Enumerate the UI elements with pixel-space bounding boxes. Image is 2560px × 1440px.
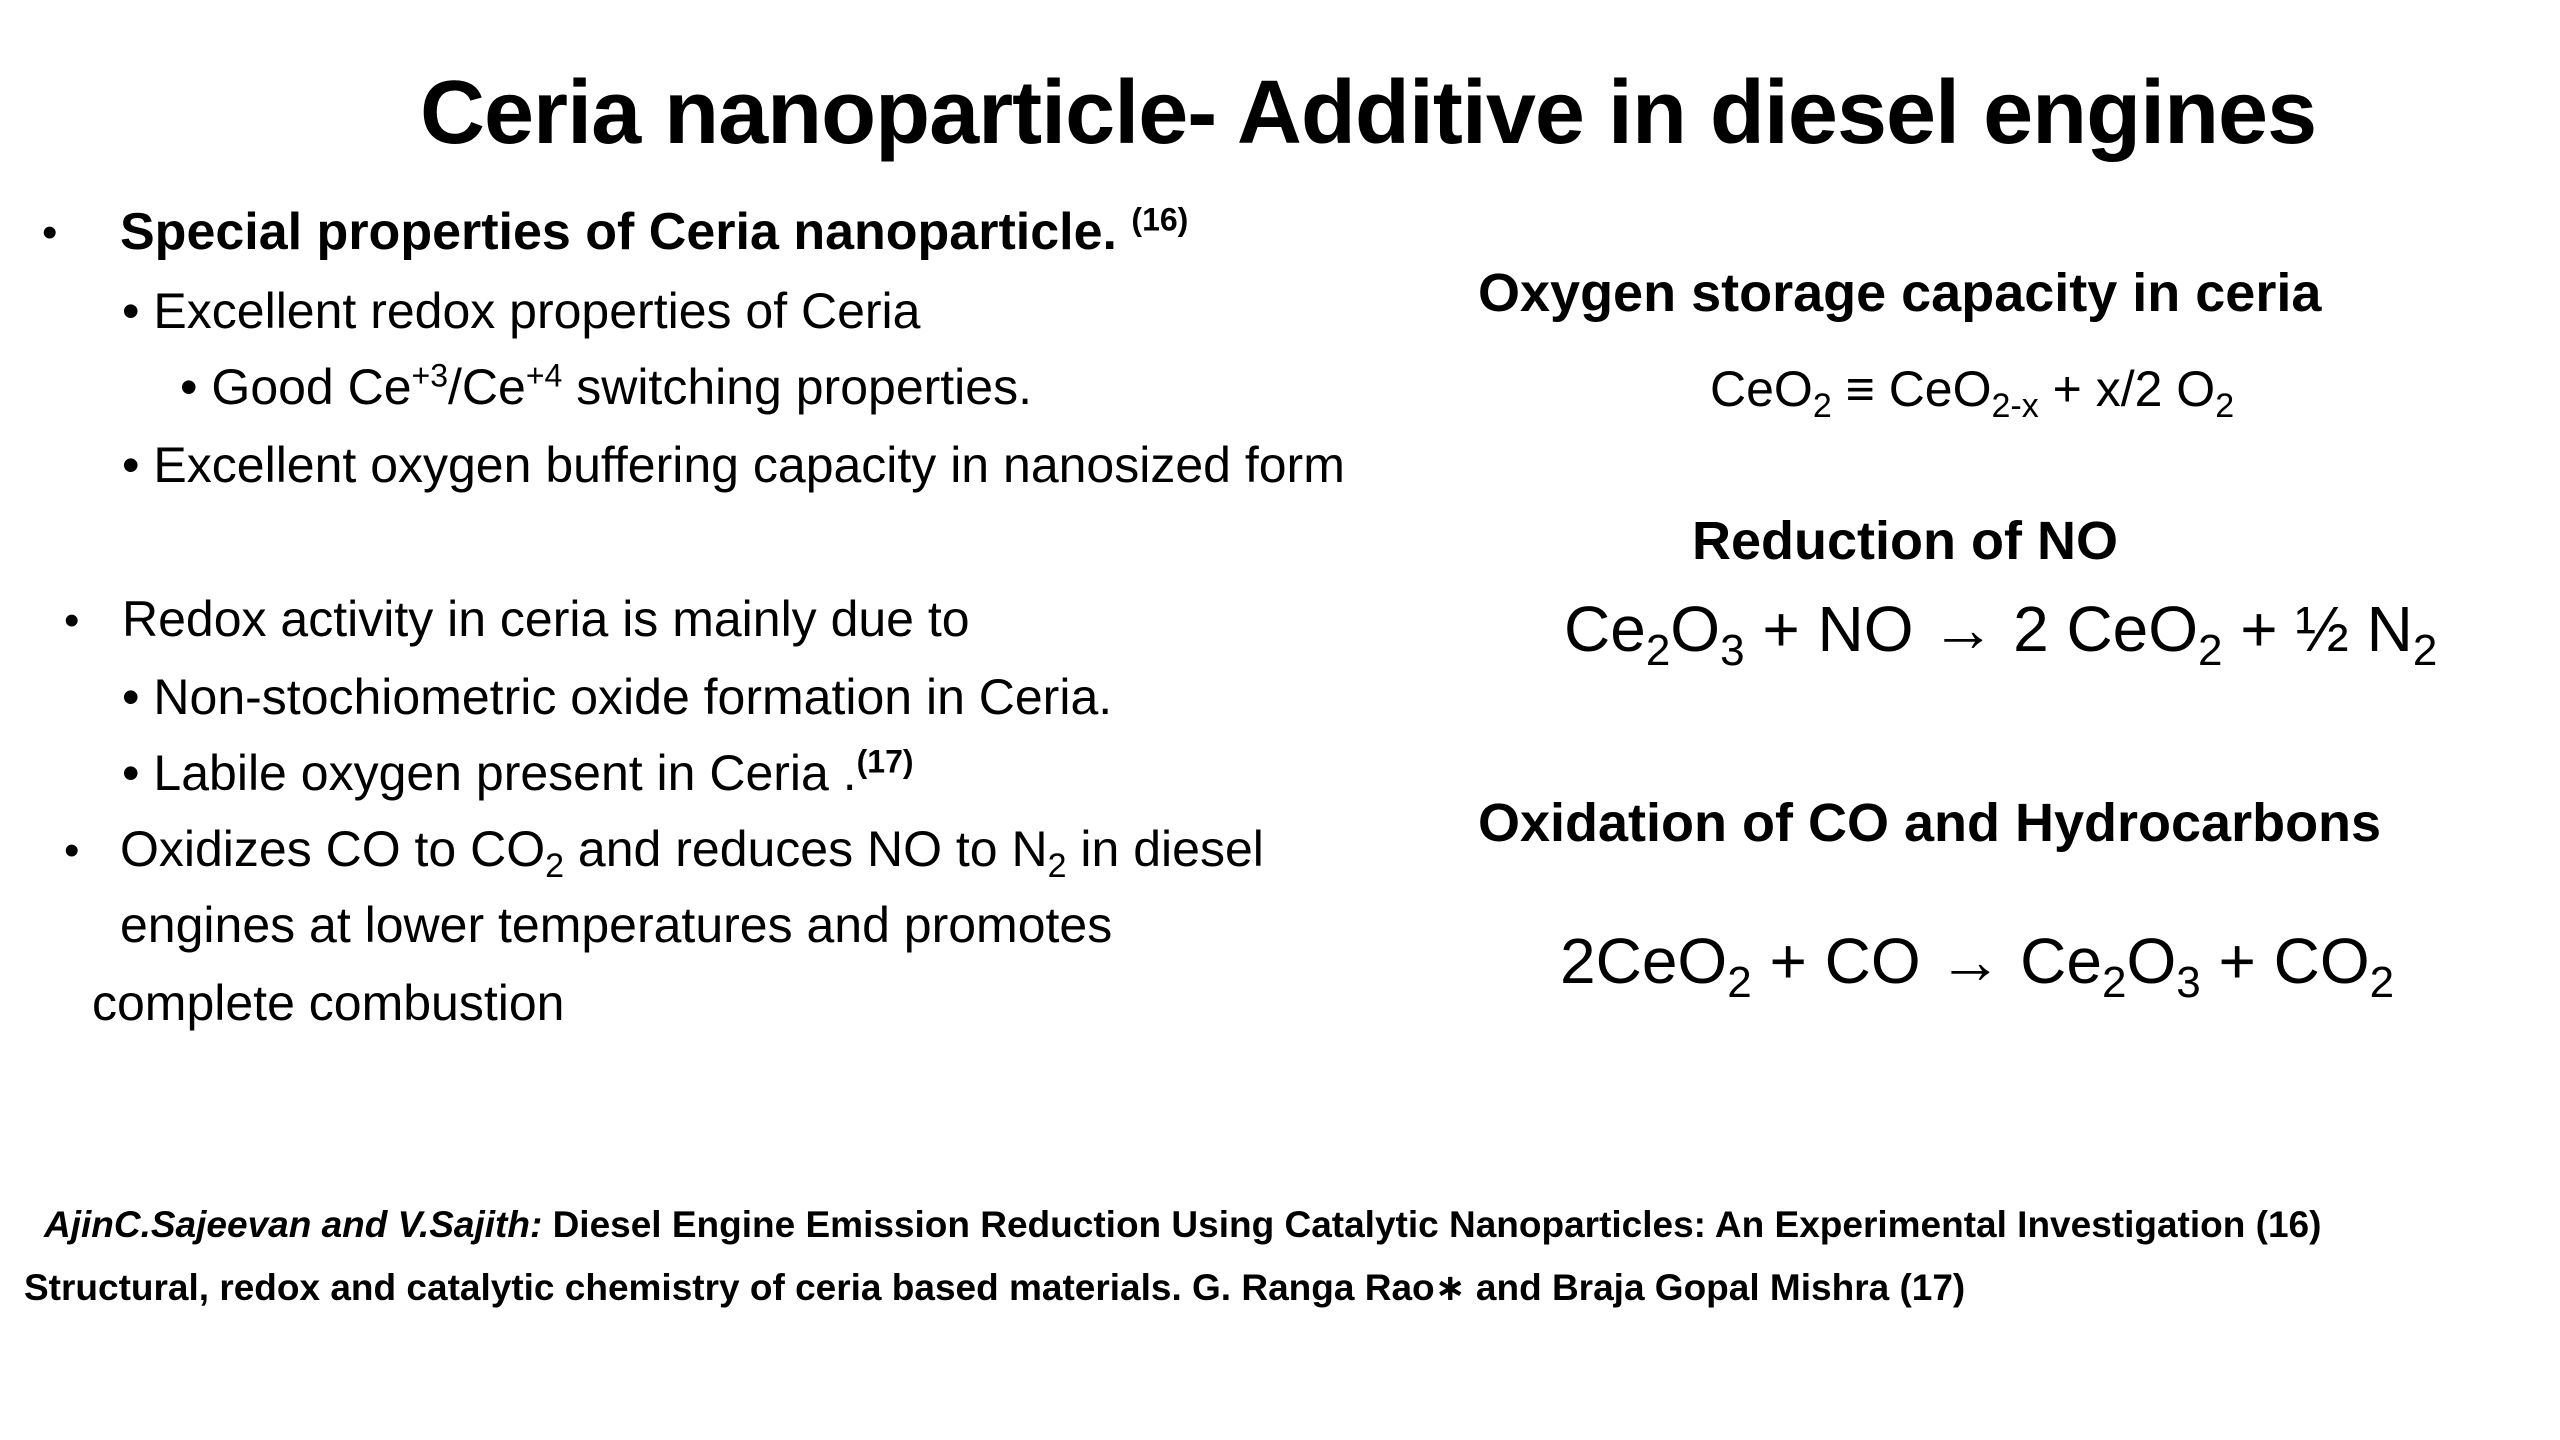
heading-oxidation-co: Oxidation of CO and Hydrocarbons	[1478, 793, 2382, 853]
equation-oxygen-storage	[1710, 360, 2235, 425]
eq-part: CeO	[1710, 361, 1813, 417]
slide-title: Ceria nanoparticle- Additive in diesel engines	[420, 63, 2317, 163]
bullet-oxidizes-co-line1	[120, 820, 1264, 885]
bullet-special-properties	[120, 202, 1188, 262]
eq-subscript: 2-x	[1991, 387, 2039, 425]
eq-part: 2CeO	[1560, 925, 1728, 997]
sub-bullet-non-stochiometric	[122, 668, 1112, 726]
eq-part: + CO → Ce	[1751, 925, 2102, 997]
sub-bullet-marker: •	[180, 359, 198, 415]
sub-bullet-labile-oxygen	[122, 744, 914, 802]
n2-subscript: 2	[1047, 847, 1067, 885]
eq-part: + CO	[2200, 925, 2370, 997]
sub-sub-bullet-switching	[180, 358, 1032, 416]
eq-subscript: 2	[2198, 625, 2223, 675]
switching-text-post: switching properties.	[562, 359, 1032, 415]
oxidizes-text-b: and reduces NO to N	[564, 821, 1048, 877]
sub-bullet-marker: •	[122, 437, 140, 493]
reference-17: Structural, redox and catalytic chemistry of ceria based materials. G. Ranga Rao∗ and Braja Gopal Mishra (17)	[24, 1267, 1966, 1308]
sub-bullet-marker: •	[122, 745, 140, 801]
oxidizes-text-c: in diesel	[1066, 821, 1264, 877]
sub-bullet-oxygen-buffering-text: Excellent oxygen buffering capacity in nanosized form	[153, 437, 1345, 493]
bullet-redox-activity: Redox activity in ceria is mainly due to	[122, 591, 970, 647]
heading-reduction-no: Reduction of NO	[1692, 511, 2118, 571]
eq-part: ≡ CeO	[1831, 361, 1992, 417]
bullet-marker: •	[64, 596, 80, 645]
co2-subscript: 2	[545, 847, 565, 885]
eq-subscript: 2	[2369, 957, 2395, 1007]
sub-bullet-non-stochiometric-text: Non-stochiometric oxide formation in Ceria.	[153, 669, 1113, 725]
sub-bullet-marker: •	[122, 669, 140, 725]
bullet-marker: •	[64, 826, 80, 875]
citation-17: (17)	[856, 743, 914, 780]
citation-16: (16)	[1131, 201, 1189, 238]
sub-bullet-marker: •	[122, 283, 140, 339]
eq-part: O	[1670, 593, 1721, 665]
equation-reduction-no	[1564, 592, 2438, 675]
bullet-oxidizes-co-line2: engines at lower temperatures and promotes	[120, 897, 1113, 953]
eq-subscript: 2	[2101, 957, 2127, 1007]
eq-subscript: 3	[2176, 957, 2201, 1007]
eq-subscript: 2	[2412, 625, 2438, 675]
bullet-special-properties-text: Special properties of Ceria nanoparticle.	[120, 203, 1117, 261]
bullet-marker: •	[42, 208, 58, 257]
switching-text-pre: Good Ce	[211, 359, 412, 415]
bullet-oxidizes-co-line3: complete combustion	[92, 975, 565, 1031]
eq-subscript: 2	[2215, 387, 2235, 425]
eq-subscript: 2	[1645, 625, 1671, 675]
eq-part: O	[2126, 925, 2177, 997]
eq-subscript: 2	[1727, 957, 1752, 1007]
sub-bullet-oxygen-buffering	[122, 436, 1345, 494]
sub-bullet-labile-oxygen-text: Labile oxygen present in Ceria .	[153, 745, 857, 801]
oxidation-state-plus4: +4	[525, 357, 563, 394]
heading-oxygen-storage: Oxygen storage capacity in ceria	[1478, 263, 2322, 323]
eq-subscript: 2	[1812, 387, 1832, 425]
eq-part: + x/2 O	[2038, 361, 2216, 417]
eq-part: + ½ N	[2222, 593, 2413, 665]
reference-16-authors: AjinC.Sajeevan and V.Sajith:	[44, 1204, 543, 1245]
reference-16	[44, 1204, 2321, 1246]
oxidizes-text-a: Oxidizes CO to CO	[120, 821, 546, 877]
equation-oxidation-co	[1560, 924, 2395, 1007]
sub-bullet-redox-text: Excellent redox properties of Ceria	[153, 283, 921, 339]
oxidation-state-plus3: +3	[411, 357, 449, 394]
sub-bullet-redox	[122, 282, 920, 340]
switching-text-mid: /Ce	[448, 359, 526, 415]
eq-part: + NO → 2 CeO	[1744, 593, 2199, 665]
eq-subscript: 3	[1720, 625, 1745, 675]
reference-16-title: Diesel Engine Emission Reduction Using Catalytic Nanoparticles: An Experimental Investigation (16)	[542, 1204, 2322, 1245]
eq-part: Ce	[1564, 593, 1646, 665]
